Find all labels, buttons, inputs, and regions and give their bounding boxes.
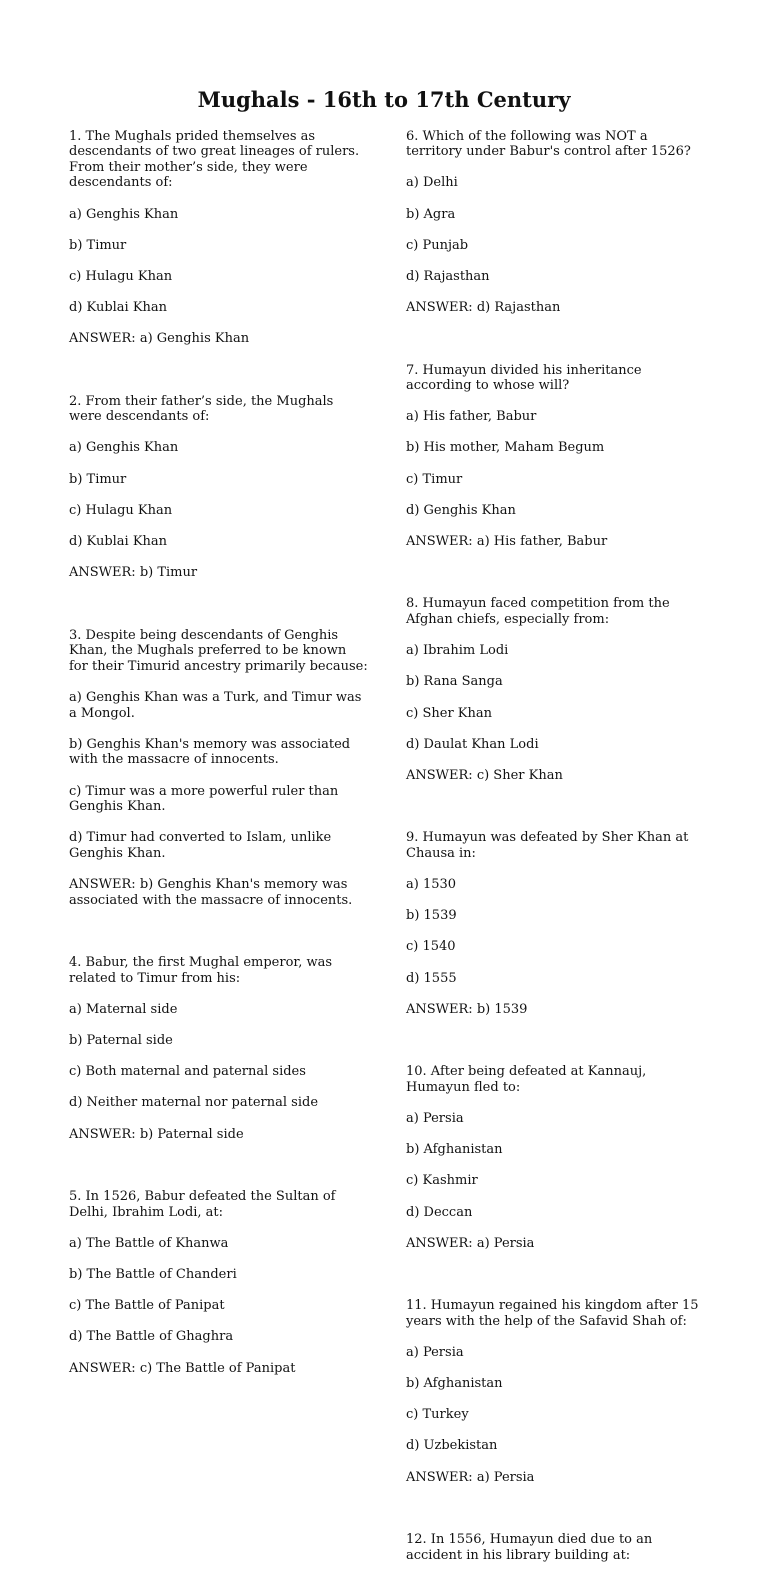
option: d) 1555 [406, 970, 457, 986]
option: a) Maternal side [69, 1001, 178, 1017]
question-text: 3. Despite being descendants of Genghis Khan, the Mughals preferred to be known for their Timurid ancestry primarily because: [69, 627, 368, 674]
question-text: 5. In 1526, Babur defeated the Sultan of Delhi, Ibrahim Lodi, at: [69, 1188, 336, 1220]
option: b) Rana Sanga [406, 674, 503, 690]
answer: ANSWER: a) Persia [406, 1235, 535, 1251]
option: d) Kublai Khan [69, 534, 168, 550]
question-text: 4. Babur, the first Mughal emperor, was related to Timur from his: [69, 955, 333, 986]
option: c) The Battle of Panipat [69, 1298, 225, 1314]
answer: ANSWER: c) Sher Khan [406, 767, 563, 783]
option: d) Uzbekistan [406, 1438, 498, 1454]
option: b) 1539 [406, 908, 457, 924]
question-block [406, 1283, 706, 1501]
answer: ANSWER: c) The Battle of Panipat [69, 1360, 296, 1376]
option: d) The Battle of Ghaghra [69, 1329, 234, 1345]
answer: ANSWER: a) Genghis Khan [69, 331, 250, 347]
option: c) Both maternal and paternal sides [69, 1064, 306, 1080]
question-text: 10. After being defeated at Kannauj, Humayun fled to: [406, 1064, 647, 1095]
question-block [69, 1173, 369, 1391]
option: d) Daulat Khan Lodi [406, 736, 539, 752]
question-block [406, 815, 706, 1033]
question-text: 12. In 1556, Humayun died due to an accident in his library building at: [406, 1532, 653, 1563]
question-text: 6. Which of the following was NOT a territory under Babur's control after 1526? [406, 128, 691, 160]
answer: ANSWER: a) His father, Babur [406, 534, 608, 550]
option: c) Timur was a more powerful ruler than Genghis Khan. [69, 783, 339, 815]
option: c) Hulagu Khan [69, 268, 173, 284]
option: a) 1530 [406, 877, 457, 893]
option: b) Afghanistan [406, 1376, 503, 1392]
option: a) Genghis Khan was a Turk, and Timur was a Mongol. [69, 689, 362, 721]
option: c) Turkey [406, 1407, 469, 1423]
answer: ANSWER: a) Persia [406, 1469, 535, 1485]
question-block [69, 113, 369, 363]
option: b) Timur [69, 471, 127, 487]
question-block [69, 378, 369, 596]
question-block [69, 939, 369, 1157]
question-block [69, 612, 369, 924]
option: b) Genghis Khan's memory was associated with the massacre of innocents. [69, 736, 351, 768]
option: d) Rajasthan [406, 268, 490, 284]
answer: ANSWER: b) 1539 [406, 1001, 528, 1017]
question-text: 2. From their father’s side, the Mughals were descendants of: [69, 393, 334, 425]
option: b) Timur [69, 237, 127, 253]
option: c) 1540 [406, 939, 456, 955]
right-column [406, 113, 706, 1594]
answer: ANSWER: b) Paternal side [69, 1126, 244, 1142]
answer: ANSWER: b) Genghis Khan's memory was associated with the massacre of innocents. [69, 877, 353, 908]
option: a) Delhi [406, 175, 458, 191]
question-block [406, 581, 706, 799]
answer: ANSWER: d) Rajasthan [406, 300, 561, 316]
option: d) Genghis Khan [406, 502, 516, 518]
option: c) Sher Khan [406, 705, 493, 721]
question-text: 11. Humayun regained his kingdom after 15 years with the help of the Safavid Shah of: [406, 1298, 699, 1329]
option: c) Hulagu Khan [69, 502, 173, 518]
question-block [406, 113, 706, 331]
option: d) Kublai Khan [69, 300, 168, 316]
option: d) Neither maternal nor paternal side [69, 1095, 319, 1111]
option: a) The Battle of Khanwa [69, 1235, 229, 1251]
page-title: Mughals - 16th to 17th Century [197, 87, 571, 112]
option: b) His mother, Maham Begum [406, 440, 605, 456]
option: b) Afghanistan [406, 1142, 503, 1158]
option: c) Kashmir [406, 1173, 478, 1189]
answer: ANSWER: b) Timur [69, 565, 198, 581]
left-column [69, 113, 369, 1407]
question-block [406, 1516, 706, 1578]
option: b) The Battle of Chanderi [69, 1266, 237, 1282]
option: a) Persia [406, 1344, 464, 1360]
option: d) Timur had converted to Islam, unlike Genghis Khan. [69, 830, 332, 861]
question-text: 9. Humayun was defeated by Sher Khan at Chausa in: [406, 830, 689, 861]
option: b) Paternal side [69, 1033, 173, 1049]
question-block [406, 347, 706, 565]
option: a) Persia [406, 1111, 464, 1126]
option: a) Ibrahim Lodi [406, 643, 509, 659]
option: d) Deccan [406, 1204, 473, 1220]
question-text: 7. Humayun divided his inheritance according to whose will? [406, 362, 642, 394]
option: c) Punjab [406, 237, 469, 253]
question-text: 8. Humayun faced competition from the Afghan chiefs, especially from: [406, 596, 670, 627]
option: a) Genghis Khan [69, 206, 179, 222]
question-block [406, 1049, 706, 1267]
option: a) His father, Babur [406, 409, 537, 425]
option: a) Genghis Khan [69, 440, 179, 456]
question-text: 1. The Mughals prided themselves as descendants of two great lineages of rulers. From their mother’s side, they were descendants of: [69, 128, 360, 191]
option: c) Timur [406, 471, 463, 487]
option: b) Agra [406, 206, 456, 222]
